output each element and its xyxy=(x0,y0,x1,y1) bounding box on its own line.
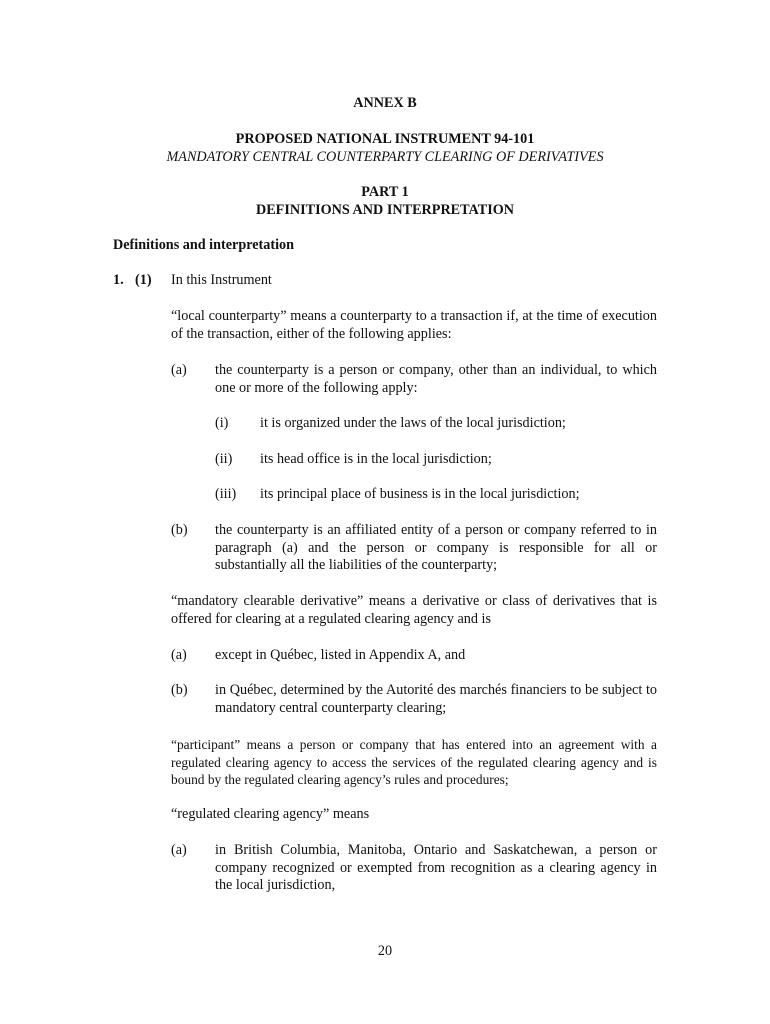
local-counterparty-a-text: the counterparty is a person or company, other than an individual, to which one or more of the following apply: xyxy=(215,362,657,396)
mandatory-clearable-b-text: in Québec, determined by the Autorité des marchés financiers to be subject to mandatory central counterparty clearing; xyxy=(215,682,657,716)
local-counterparty-definition: “local counterparty” means a counterparty to a transaction if, at the time of execution of the transaction, either of the following applies: xyxy=(171,308,657,342)
sub-item-3-text: its principal place of business is in the local jurisdiction; xyxy=(260,486,580,502)
intro-text: In this Instrument xyxy=(171,272,272,288)
annex-label: ANNEX B xyxy=(353,95,417,111)
part-title: DEFINITIONS AND INTERPRETATION xyxy=(255,202,515,218)
instrument-title: PROPOSED NATIONAL INSTRUMENT 94-101 xyxy=(235,131,535,147)
mandatory-clearable-a-text: except in Québec, listed in Appendix A, and xyxy=(215,647,466,663)
page-number: 20 xyxy=(377,943,393,959)
regulated-clearing-agency-a-label: (a) xyxy=(171,842,187,858)
local-counterparty-a-label: (a) xyxy=(171,362,187,378)
mandatory-clearable-definition: “mandatory clearable derivative” means a derivative or class of derivatives that is offered for clearing at a regulated clearing agency and is xyxy=(171,593,657,627)
local-counterparty-b-label: (b) xyxy=(171,522,188,538)
mandatory-clearable-b-label: (b) xyxy=(171,682,188,698)
sub-item-3-label: (iii) xyxy=(215,486,237,502)
regulated-clearing-agency-a-text: in British Columbia, Manitoba, Ontario and Saskatchewan, a person or company recognized or exempted from recognition as a clearing agency in the local jurisdiction, xyxy=(215,842,657,893)
mandatory-clearable-a-label: (a) xyxy=(171,647,187,663)
sub-item-1-text: it is organized under the laws of the local jurisdiction; xyxy=(260,415,566,431)
instrument-subtitle: MANDATORY CENTRAL COUNTERPARTY CLEARING OF DERIVATIVES xyxy=(166,149,604,165)
participant-definition: “participant” means a person or company that has entered into an agreement with a regulated clearing agency to access the services of the regulated clearing agency and is bound by the regulated clearing agency’s rules and procedures; xyxy=(171,737,657,787)
part-label: PART 1 xyxy=(361,184,409,200)
sub-item-2-text: its head office is in the local jurisdiction; xyxy=(260,451,492,467)
regulated-clearing-agency-definition: “regulated clearing agency” means xyxy=(171,806,370,822)
section-heading: Definitions and interpretation xyxy=(113,237,295,253)
section-number: 1. xyxy=(113,272,124,288)
local-counterparty-b-text: the counterparty is an affiliated entity of a person or company referred to in paragraph (a) and the person or company is responsible for all or substantially all the liabilities of the counterparty; xyxy=(215,522,657,573)
sub-item-2-label: (ii) xyxy=(215,451,233,467)
sub-item-1-label: (i) xyxy=(215,415,229,431)
subsection-number: (1) xyxy=(135,272,152,288)
